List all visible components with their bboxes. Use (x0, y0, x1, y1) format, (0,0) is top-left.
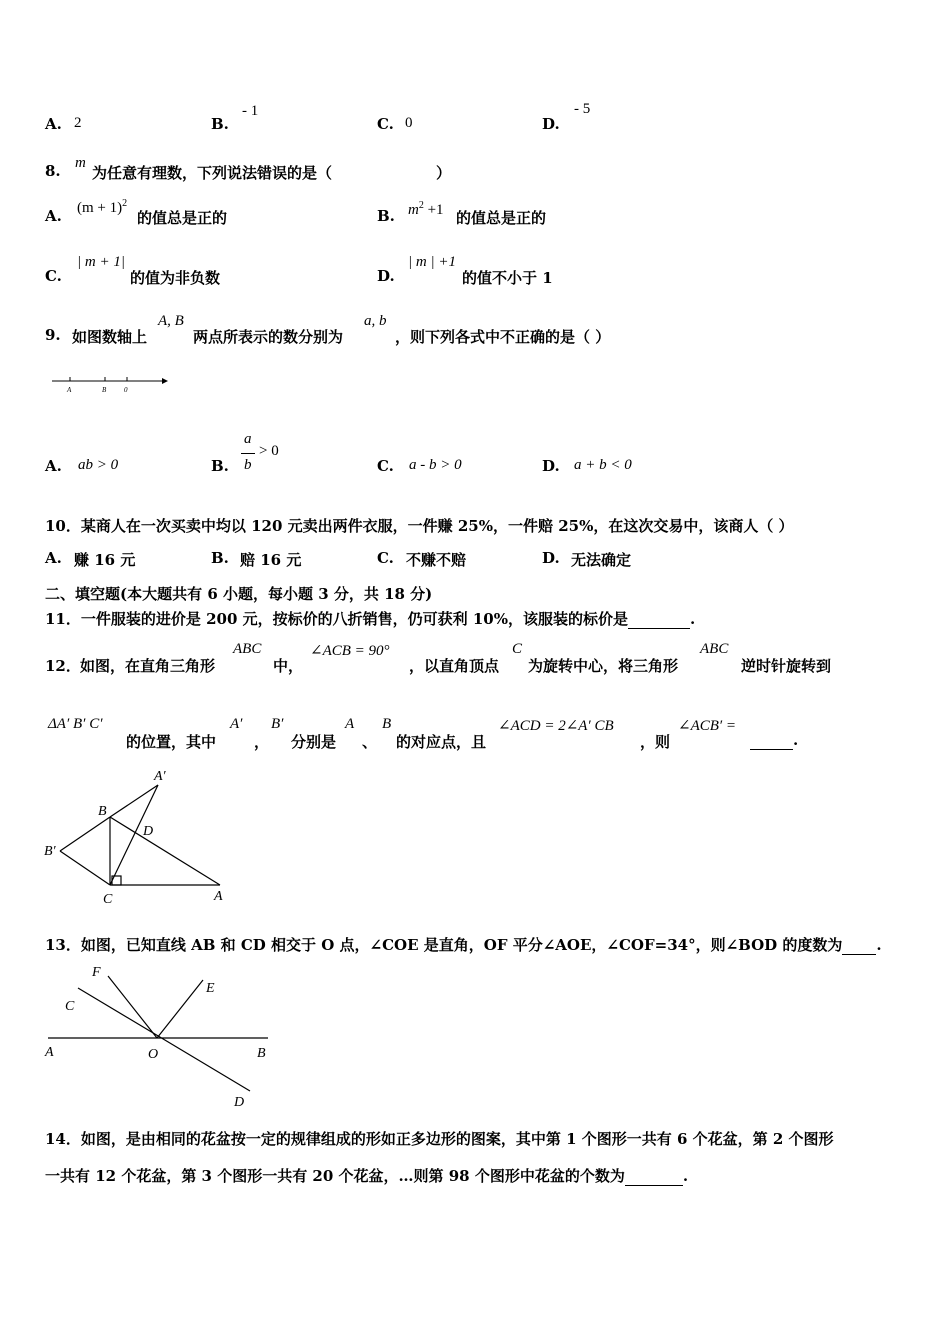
q12-c: C (512, 641, 523, 657)
q13-lines-figure (40, 958, 280, 1113)
q8-d-text: 的值不小于 1 (462, 269, 553, 287)
q12-text-4: 为旋转中心，将三角形 (528, 657, 679, 675)
q7-option-b-label: B. (211, 115, 229, 133)
q12-angle: ∠ACB = 90° (310, 643, 390, 659)
q9-b-fraction-bar (241, 453, 255, 454)
q9-a-label: A. (45, 457, 62, 475)
q9-d-label: D. (542, 457, 560, 475)
fig12-label-b-prime: B′ (44, 844, 56, 859)
q10-c-text: 不赚不赔 (406, 551, 467, 569)
q12-text-7: 分别是 (291, 733, 337, 751)
q8-b-text: 的值总是正的 (456, 209, 547, 227)
q9-b-rest: > 0 (259, 443, 279, 459)
q8-a-expr: $(m + 1)^2$ (77, 198, 128, 216)
q8-b-label: B. (377, 207, 395, 225)
q9-points: A, B (158, 313, 184, 329)
q7-option-b-value: - 1 (242, 103, 259, 119)
fig13-label-a: A (45, 1045, 54, 1060)
q10-stem: 10．某商人在一次买卖中均以 120 元卖出两件衣服，一件赚 25%，一件赔 25%，在这次交易中，该商人（ ） (45, 517, 794, 535)
q12-dun: 、 (362, 733, 378, 751)
q10-c-label: C. (377, 549, 394, 567)
q12-ask: ∠ACB′ = (678, 718, 737, 734)
fig12-label-b: B (98, 804, 107, 819)
q12-abc: ABC (233, 641, 262, 657)
q9-text-3: ，则下列各式中不正确的是（ ） (395, 328, 611, 346)
q12-number: 12． (45, 657, 81, 675)
q9-b-denominator: b (244, 457, 252, 473)
axis-label-0: 0 (124, 386, 128, 394)
q9-c-expr: a - b > 0 (409, 457, 462, 473)
q14-answer-blank (625, 1167, 683, 1186)
q8-b-expr: $m^2 +1$ (408, 200, 444, 218)
q10-d-text: 无法确定 (571, 551, 632, 569)
fig13-label-d: D (234, 1095, 245, 1110)
q10-d-label: D. (542, 549, 560, 567)
q11-answer-blank (628, 610, 690, 629)
q7-option-d-value: - 5 (574, 101, 591, 117)
q7-option-c-value: 0 (405, 115, 413, 131)
q12-relation: ∠ACD = 2∠A′ CB (498, 718, 614, 734)
number-line-arrow (162, 378, 168, 384)
fig12-label-d: D (143, 824, 154, 839)
fig12-label-a-prime: A′ (154, 769, 166, 784)
q8-number: 8. (45, 162, 61, 180)
q8-close: ） (436, 164, 452, 182)
q10-b-label: B. (211, 549, 229, 567)
q14-line-1: 14．如图，是由相同的花盆按一定的规律组成的形如正多边形的图案，其中第 1 个图形一共有 6 个花盆，第 2 个图形 (45, 1130, 834, 1148)
fig12-label-a: A (214, 889, 223, 904)
q9-b-numerator: a (244, 431, 252, 447)
q12-triangle-figure (40, 765, 240, 910)
q8-c-expr: | m + 1| (77, 254, 125, 270)
q8-stem: 为任意有理数，下列说法错误的是（ (92, 164, 333, 182)
q13-answer-blank (842, 936, 876, 955)
q12-a: A (345, 716, 355, 732)
q12-text-1: 如图，在直角三角形 (80, 657, 216, 675)
q8-a-text: 的值总是正的 (137, 209, 228, 227)
q12-answer-blank (750, 731, 793, 750)
q9-b-label: B. (211, 457, 229, 475)
q12-answer: . (750, 731, 798, 750)
q11-end: . (689, 610, 696, 628)
fig13-label-b: B (257, 1046, 266, 1061)
q10-a-label: A. (45, 549, 62, 567)
q10-a-text: 赚 16 元 (74, 551, 136, 569)
q14-end: . (682, 1167, 689, 1185)
question-11 (45, 608, 695, 629)
q9-number: 9. (45, 326, 61, 344)
q12-abc-2: ABC (700, 641, 729, 657)
section-2-heading: 二、填空题(本大题共有 6 小题，每小题 3 分，共 18 分) (45, 585, 433, 603)
q7-option-a-label: A. (45, 115, 62, 133)
q12-text-2: 中， (273, 657, 304, 675)
q9-a-expr: ab > 0 (78, 457, 119, 473)
fig12-label-c: C (103, 892, 113, 907)
fig13-label-c: C (65, 999, 75, 1014)
fig13-label-o: O (148, 1047, 159, 1062)
number-line-figure (50, 372, 170, 396)
q8-d-expr: | m | +1 (408, 254, 456, 270)
q9-text-1: 如图数轴上 (72, 328, 148, 346)
q7-option-d-label: D. (542, 115, 560, 133)
q8-a-label: A. (45, 207, 62, 225)
q12-a-prime: A′ (230, 716, 243, 732)
q13-end: . (876, 936, 882, 954)
q7-option-a-value: 2 (74, 115, 82, 131)
q12-triangle: ΔA′ B′ C′ (48, 716, 103, 732)
q12-text-3: ，以直角顶点 (409, 657, 500, 675)
axis-label-a: A (67, 386, 72, 394)
q12-text-8: 的对应点，且 (396, 733, 487, 751)
q7-option-c-label: C. (377, 115, 394, 133)
q9-text-2: 两点所表示的数分别为 (193, 328, 344, 346)
q12-b: B (382, 716, 392, 732)
q14-line-2-wrap (45, 1165, 688, 1186)
q9-values: a, b (364, 313, 387, 329)
q12-comma: ， (254, 733, 270, 751)
fig13-label-f: F (92, 965, 101, 980)
axis-label-b: B (102, 386, 107, 394)
q13-text-line (45, 934, 882, 955)
q9-d-expr: a + b < 0 (574, 457, 632, 473)
q8-c-text: 的值为非负数 (130, 269, 221, 287)
fig13-label-e: E (206, 981, 215, 996)
q8-var: m (75, 155, 86, 171)
q12-text-5: 逆时针旋转到 (741, 657, 832, 675)
q9-c-label: C. (377, 457, 394, 475)
q8-c-label: C. (45, 267, 62, 285)
q11-text: 11．一件服装的进价是 200 元，按标价的八折销售，仍可获利 10%，该服装的标价是 (45, 610, 628, 628)
q12-b-prime: B′ (271, 716, 284, 732)
q8-d-label: D. (377, 267, 395, 285)
q12-text-6: 的位置，其中 (126, 733, 217, 751)
q14-line-2: 一共有 12 个花盆，第 3 个图形一共有 20 个花盆，…则第 98 个图形中花盆的个数为 (45, 1167, 625, 1185)
q10-b-text: 赔 16 元 (240, 551, 302, 569)
q12-text-9: ，则 (640, 733, 671, 751)
q13-text: 13．如图，已知直线 AB 和 CD 相交于 O 点，∠COE 是直角，OF 平分∠AOE，∠COF=34°，则∠BOD 的度数为 (45, 936, 843, 954)
